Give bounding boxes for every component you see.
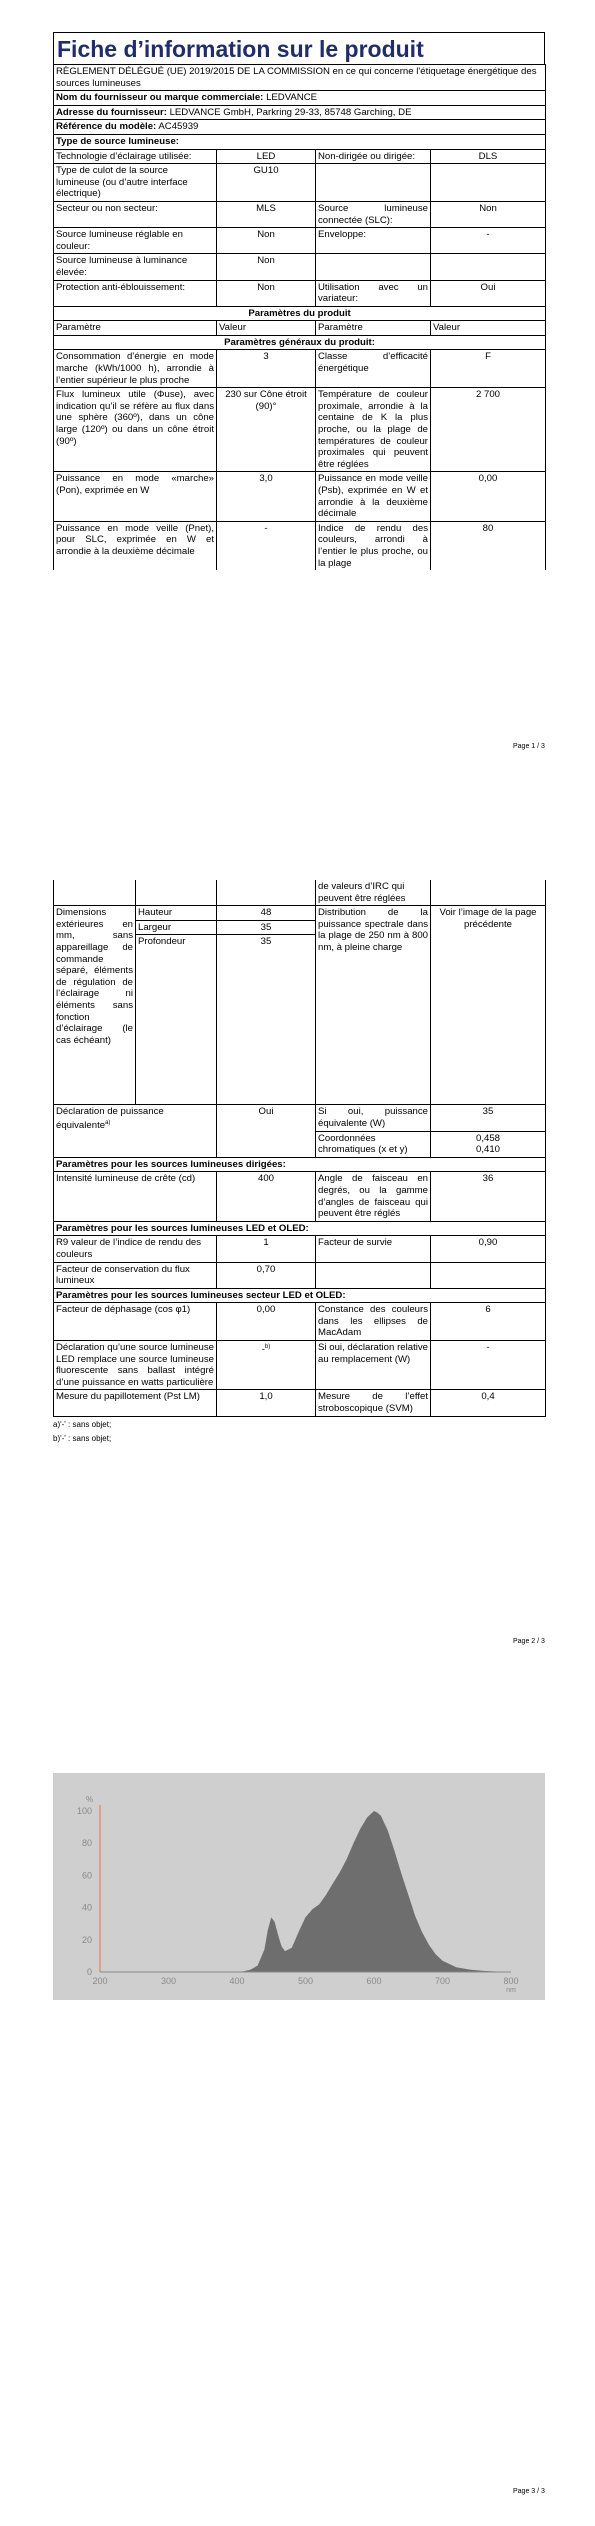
param-label: Facteur de déphasage (cos φ1): [54, 1303, 217, 1341]
param-label: Si oui, puissance équivalente (W): [316, 1105, 431, 1131]
table-row: [54, 201, 546, 227]
param-value: 1,0: [217, 1390, 316, 1416]
param-label: Si oui, déclaration relative au remplacement (W): [316, 1341, 431, 1390]
param-value: Oui: [217, 1105, 316, 1157]
param-value: [431, 254, 546, 280]
page-1: [0, 0, 595, 760]
param-label: Non-dirigée ou dirigée:: [316, 149, 431, 164]
param-label: [316, 254, 431, 280]
param-label: [54, 1105, 217, 1157]
param-label: [316, 1262, 431, 1288]
table-row: [54, 149, 546, 164]
param-label: Source lumineuse connectée (SLC):: [316, 201, 431, 227]
depth-value: 35: [217, 935, 316, 1105]
address-row: [54, 105, 546, 120]
param-label: Distribution de la puissance spectrale dans la plage de 250 nm à 800 nm, à pleine charge: [316, 906, 431, 1105]
spectral-power-distribution-chart: [53, 1773, 545, 2000]
table-row: [54, 228, 546, 254]
param-label: Mesure du papillotement (Pst LM): [54, 1390, 217, 1416]
y-tick-label: 100: [76, 1806, 92, 1816]
param-value: 3: [217, 350, 316, 388]
regulation-text: RÈGLEMENT DÉLÉGUÉ (UE) 2019/2015 DE LA COMMISSION en ce qui concerne l'étiquetage énergétique des sources lumineuses: [54, 65, 546, 91]
table-row: [54, 1303, 546, 1341]
param-value: 80: [431, 521, 546, 570]
param-label: R9 valeur de l’indice de rendu des couleurs: [54, 1236, 217, 1262]
product-sheet: [53, 32, 545, 570]
param-value: 6: [431, 1303, 546, 1341]
x-tick-label: 200: [92, 1976, 108, 1986]
page-number: Page 1 / 3: [513, 743, 545, 750]
footnote-ref: a): [105, 1119, 111, 1126]
param-value: Non: [217, 280, 316, 306]
led-header: Paramètres pour les sources lumineuses LED et OLED:: [54, 1221, 546, 1236]
table-row: [54, 280, 546, 306]
param-label: de valeurs d’IRC qui peuvent être réglées: [316, 880, 431, 906]
width-label: Largeur: [136, 920, 217, 935]
param-value: -: [431, 228, 546, 254]
source-type-header: Type de source lumineuse:: [54, 134, 546, 149]
width-value: 35: [217, 920, 316, 935]
supplier-value: LEDVANCE: [266, 92, 318, 104]
table-row: [54, 1105, 546, 1131]
product-info-table: [53, 64, 546, 570]
param-value: 36: [431, 1172, 546, 1221]
param-label: Coordonnées chromatiques (x et y): [316, 1131, 431, 1157]
footnote-ref: b): [264, 1344, 271, 1351]
param-label: Type de culot de la source lumineuse (ou d’autre interface électrique): [54, 164, 217, 202]
param-value: LED: [217, 149, 316, 164]
chroma-x: 0,458: [475, 1132, 500, 1144]
col-param: Paramètre: [316, 321, 431, 336]
param-label: Puissance en mode veille (Pnet), pour SLC, exprimée en W et arrondie à la deuxième décimale: [54, 521, 217, 570]
param-value: 0,70: [217, 1262, 316, 1288]
chroma-y: 0,410: [475, 1144, 500, 1156]
param-value: GU10: [217, 164, 316, 202]
param-value: Non: [217, 228, 316, 254]
mains-value: -: [261, 1344, 265, 1356]
product-sheet-continued: [53, 880, 545, 1444]
spectrum-area: [223, 1811, 511, 1972]
param-value: MLS: [217, 201, 316, 227]
param-label: Angle de faisceau en degrés, ou la gamme d’angles de faisceau qui peuvent être réglés: [316, 1172, 431, 1221]
param-value: Oui: [431, 280, 546, 306]
param-label: Source lumineuse réglable en couleur:: [54, 228, 217, 254]
param-value: 230 sur Cône étroit (90)°: [217, 388, 316, 472]
param-label: Température de couleur proximale, arrondie à la centaine de K la plus proche, ou la plage de températures de couleur proximales qui peuvent être réglées: [316, 388, 431, 472]
dimensions-label: Dimensions extérieures en mm, sans appareillage de commande séparé, éléments de régulation de l’éclairage ni éléments sans fonction d’éclairage (le cas échéant): [54, 906, 136, 1105]
address-label: Adresse du fournisseur:: [56, 106, 167, 118]
param-label: [316, 164, 431, 202]
y-tick-label: 80: [81, 1838, 92, 1849]
param-value: 400: [217, 1172, 316, 1221]
param-value: -: [431, 1341, 546, 1390]
table-row: [54, 164, 546, 202]
height-value: 48: [217, 906, 316, 921]
table-row: [54, 350, 546, 388]
param-label: Déclaration qu’une source lumineuse LED remplace une source lumineuse fluorescente sans ballast intégré d’une puissance en watts particulière: [54, 1341, 217, 1390]
general-header: Paramètres généraux du produit:: [54, 335, 546, 350]
param-value: F: [431, 350, 546, 388]
y-tick-label: 60: [81, 1870, 92, 1881]
param-label: Facteur de survie: [316, 1236, 431, 1262]
param-value: DLS: [431, 149, 546, 164]
depth-label: Profondeur: [136, 935, 217, 1105]
model-row: [54, 120, 546, 135]
col-value: Valeur: [431, 321, 546, 336]
param-label: Constance des couleurs dans les ellipses de MacAdam: [316, 1303, 431, 1341]
table-row: [54, 880, 546, 906]
y-tick-label: 20: [81, 1934, 92, 1945]
address-value: LEDVANCE GmbH, Parkring 29-33, 85748 Garching, DE: [169, 106, 412, 118]
param-value: 35: [431, 1105, 546, 1131]
x-axis-label: nm: [506, 1987, 516, 1994]
x-tick-label: 600: [366, 1976, 382, 1986]
param-value: [431, 1131, 546, 1157]
param-label: Intensité lumineuse de crête (cd): [54, 1172, 217, 1221]
param-label: Technologie d’éclairage utilisée:: [54, 149, 217, 164]
param-label: Secteur ou non secteur:: [54, 201, 217, 227]
param-label: Flux lumineux utile (Φuse), avec indication qu’il se réfère au flux dans une sphère (360º), dans un cône large (120º) ou dans un cône étroit (90º): [54, 388, 217, 472]
page-number: Page 3 / 3: [513, 2488, 545, 2495]
directed-header: Paramètres pour les sources lumineuses dirigées:: [54, 1157, 546, 1172]
param-label: Puissance en mode veille (Psb), exprimée en W et arrondie à la deuxième décimale: [316, 472, 431, 521]
table-row: [54, 254, 546, 280]
product-info-table-continued: [53, 880, 546, 1417]
param-label: Consommation d’énergie en mode marche (kWh/1000 h), arrondie à l’entier supérieur le plus proche: [54, 350, 217, 388]
param-label: Protection anti-éblouissement:: [54, 280, 217, 306]
table-row: [54, 521, 546, 570]
height-label: Hauteur: [136, 906, 217, 921]
param-label: Classe d’efficacité énergétique: [316, 350, 431, 388]
mains-header: Paramètres pour les sources lumineuses secteur LED et OLED:: [54, 1288, 546, 1303]
param-label: Utilisation avec un variateur:: [316, 280, 431, 306]
page-number: Page 2 / 3: [513, 1638, 545, 1645]
col-value: Valeur: [217, 321, 316, 336]
footnote: b)'-' : sans objet;: [53, 1433, 112, 1443]
param-value: 0,00: [431, 472, 546, 521]
spectral-chart: [53, 1773, 545, 2000]
table-row: [54, 388, 546, 472]
table-row: [54, 472, 546, 521]
param-label: Mesure de l’effet stroboscopique (SVM): [316, 1390, 431, 1416]
param-value: 3,0: [217, 472, 316, 521]
x-tick-label: 300: [160, 1976, 177, 1986]
param-value: [431, 1262, 546, 1288]
x-tick-label: 400: [229, 1976, 245, 1986]
param-label: Source lumineuse à luminance élevée:: [54, 254, 217, 280]
y-axis-label: %: [86, 1795, 94, 1804]
param-value: Non: [431, 201, 546, 227]
y-tick-label: 0: [86, 1967, 92, 1977]
param-value: Non: [217, 254, 316, 280]
param-value: Voir l’image de la page précédente: [431, 906, 546, 1105]
param-value: 1: [217, 1236, 316, 1262]
param-value: 0,4: [431, 1390, 546, 1416]
column-header-row: [54, 321, 546, 336]
model-label: Référence du modèle:: [56, 121, 157, 133]
param-label: Indice de rendu des couleurs, arrondi à l’entier le plus proche, ou la plage: [316, 521, 431, 570]
param-label: Enveloppe:: [316, 228, 431, 254]
table-row: [54, 1341, 546, 1390]
param-value: 0,00: [217, 1303, 316, 1341]
param-label: Puissance en mode «marche» (Pon), exprimée en W: [54, 472, 217, 521]
table-row: [54, 906, 546, 921]
param-value: [431, 164, 546, 202]
table-row: [54, 1236, 546, 1262]
table-row: [54, 1172, 546, 1221]
param-value: 0,90: [431, 1236, 546, 1262]
supplier-row: [54, 91, 546, 106]
y-tick-label: 40: [81, 1902, 92, 1913]
footnote: a)'-' : sans objet;: [53, 1419, 112, 1429]
param-value: -: [217, 521, 316, 570]
col-param: Paramètre: [54, 321, 217, 336]
model-value: AC45939: [158, 121, 199, 133]
table-row: [54, 1262, 546, 1288]
supplier-label: Nom du fournisseur ou marque commerciale:: [56, 92, 264, 104]
page-2: [0, 880, 595, 1660]
page-title: Fiche d’information sur le produit: [53, 32, 545, 64]
param-value: [217, 1341, 316, 1390]
param-value: 2 700: [431, 388, 546, 472]
param-label: Facteur de conservation du flux lumineux: [54, 1262, 217, 1288]
equiv-label: Déclaration de puissance équivalente: [56, 1106, 164, 1132]
x-tick-label: 500: [297, 1976, 314, 1986]
x-tick-label: 800: [503, 1976, 519, 1986]
x-tick-label: 700: [434, 1976, 451, 1986]
table-row: [54, 1390, 546, 1416]
params-header: Paramètres du produit: [54, 306, 546, 321]
